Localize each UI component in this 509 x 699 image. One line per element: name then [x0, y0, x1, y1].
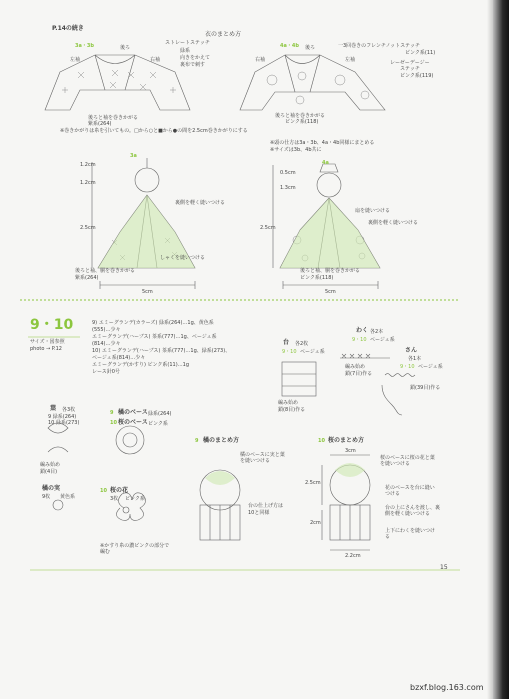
label: 台の仕上げ方は: [248, 503, 284, 509]
label: ピンク系(118): [300, 275, 334, 281]
leaf-color: 10 緑系(273): [48, 420, 80, 426]
label: 右袖: [150, 57, 161, 63]
label: レーゼーデージー: [390, 60, 430, 66]
sakura-base-color: ピンク系: [148, 421, 168, 427]
label: ステッチ: [400, 66, 420, 72]
label: 桜のベースに桜の花と葉を縫いつける: [380, 455, 435, 467]
label: 鎖(39目)作る: [410, 385, 441, 391]
sakura-flower-note: ※かすり糸の濃ピンクの部分で編む: [100, 543, 170, 555]
frame-id: 9・10: [352, 337, 367, 343]
label: 裏側を軽く縫いつける: [175, 200, 226, 206]
label: ピンク系(119): [400, 73, 434, 79]
doll-note-1: ※頭の仕方は3a・3b、4a・4b同様にまとめる: [270, 140, 375, 146]
label: 編み始め: [40, 462, 61, 468]
tachibana-base-chart: [116, 426, 144, 454]
label: 花のベースを台に縫いつける: [385, 485, 435, 497]
label: 後ろと袖を巻きかがる: [275, 113, 326, 119]
tachibana-base-number: 9: [110, 410, 114, 416]
tachibana-base-title: 橘のベース: [118, 409, 148, 416]
material-line: エミーグランデ(ハーブス) 茶系(777)…1g、ベージュ系: [92, 334, 217, 340]
label: 裏側を軽く縫いつける: [368, 220, 419, 226]
kimono-left-id: 3a・3b: [75, 43, 94, 49]
dimension: 2.2cm: [345, 553, 361, 559]
page-number: 15: [440, 564, 448, 571]
label: 一3回巻きのフレンチノットステッチ: [338, 43, 421, 49]
sakura-flower-color: ピンク系: [125, 496, 145, 502]
dimension: 5cm: [142, 289, 153, 295]
san-count: 各1本: [408, 356, 422, 362]
label: 台の上にさんを渡し、裏側を軽く縫いつける: [385, 505, 441, 517]
label: 編み始め: [278, 400, 299, 406]
label: 右袖: [255, 57, 266, 63]
leaf-chart: [48, 423, 68, 452]
leaf-color: 9 緑系(264): [48, 414, 77, 420]
label: 上下にわくを縫いつける: [385, 528, 436, 540]
dimension: 1.2cm: [80, 180, 96, 186]
leaf-count: 各3枚: [62, 407, 76, 413]
photo-link[interactable]: photo → P.12: [30, 346, 62, 352]
label: 扇を縫いつける: [355, 208, 391, 214]
tachibana-assembly-title: 橘のまとめ方: [203, 437, 240, 444]
sakura-base-number: 10: [110, 420, 117, 426]
kimono-right-diagram: [240, 55, 385, 110]
kimono-note: ※巻きかがりは糸を引いてもの。□から○と■から●の間を2.5cm巻きかがりにする: [60, 128, 248, 134]
label: 鎖(4目): [40, 469, 58, 475]
section-number: 9・10: [30, 317, 74, 333]
label: しゃくを縫いつける: [160, 255, 206, 261]
dimension: 2.5cm: [305, 480, 321, 486]
frame-count: 各2本: [370, 329, 384, 335]
label: 鎖(8目)作る: [278, 407, 306, 413]
label: 裏布で刺す: [180, 62, 206, 68]
orange-fruit-chart: [53, 500, 63, 510]
sakura-flower-title: 桜の花: [110, 487, 129, 494]
sakura-assembly-title: 桜のまとめ方: [328, 437, 365, 444]
label: 後ろと袖、胴を巻きかがる: [75, 268, 136, 274]
sakura-flower-number: 10: [100, 488, 107, 494]
dimension: 2.5cm: [260, 225, 276, 231]
doll-right-id: 4a: [322, 160, 329, 166]
dimension: 1.2cm: [80, 162, 96, 168]
san-title: さん: [405, 347, 418, 354]
material-line: 9) エミーグランデ(カラーズ) 緑系(264)…1g、黄色系: [92, 320, 214, 326]
base-count: 各2枚: [295, 341, 309, 347]
leaf-title: 葉: [50, 405, 57, 412]
label: 橘のベースに実と葉を縫いつける: [240, 452, 285, 464]
orange-fruit-count: 9枚: [42, 494, 51, 500]
sakura-assembly-number: 10: [318, 438, 325, 444]
label: 緑系: [180, 48, 191, 54]
san-color: ベージュ系: [418, 364, 443, 370]
label: ストレートステッチ: [165, 40, 210, 46]
base-id: 9・10: [282, 349, 297, 355]
kimono-right-id: 4a・4b: [280, 43, 299, 49]
kimono-assembly-title: 衣のまとめ方: [205, 31, 242, 38]
doll-note-2: ※サイズは3b、4b共に: [270, 147, 322, 153]
dimension: 3cm: [345, 448, 356, 454]
label: 後ろと袖を巻きかがる: [88, 115, 139, 121]
frame-color: ベージュ系: [370, 337, 395, 343]
san-chart: [382, 374, 415, 415]
base-chart: [282, 362, 316, 396]
frame-title: わく: [356, 327, 369, 334]
dimension: 2.5cm: [80, 225, 96, 231]
frame-chart: [340, 354, 390, 358]
label: ピンク系(118): [285, 119, 319, 125]
doll-left-id: 3a: [130, 153, 137, 159]
label: 向きをかえて: [180, 55, 211, 61]
label: 左袖: [70, 57, 81, 63]
label: 編み始め: [345, 364, 366, 370]
tachibana-base-color: 緑系(264): [148, 411, 172, 417]
dimension: 0.5cm: [280, 170, 296, 176]
tachibana-assembly-number: 9: [195, 438, 199, 444]
label: 後ろ: [305, 45, 316, 51]
label: 紫系(264): [75, 275, 99, 281]
size-label: サイズ・図参照: [30, 339, 65, 345]
label: 後ろと袖、胴を巻きかがる: [300, 268, 361, 274]
label: 10と同様: [248, 510, 270, 516]
continuation-label: P.14の続き: [52, 25, 84, 32]
kimono-left-diagram: [45, 55, 190, 110]
watermark: bzxf.blog.163.com: [410, 683, 484, 692]
material-line: ベージュ系(814)…少々: [92, 355, 146, 361]
material-line: (814)…少々: [92, 341, 121, 347]
san-id: 9・10: [400, 364, 415, 370]
sakura-base-title: 桜のベース: [118, 419, 148, 426]
material-line: 10) エミーグランデ(ハーブス) 茶系(777)…1g、緑系(273)、: [92, 348, 231, 354]
label: ピンク系(11): [405, 50, 436, 56]
label: 後ろ: [120, 45, 131, 51]
material-line: レース針0号: [92, 369, 120, 375]
sakura-flower-count: 3枚: [110, 496, 119, 502]
label: 左袖: [345, 57, 356, 63]
base-title: 台: [283, 339, 290, 346]
label: 鎖(7目)作る: [345, 371, 373, 377]
orange-fruit-title: 橘の実: [42, 485, 61, 492]
base-color: ベージュ系: [300, 349, 325, 355]
label: 紫系(264): [88, 121, 112, 127]
orange-fruit-color: 黄色系: [60, 494, 76, 500]
dimension: 5cm: [325, 289, 336, 295]
material-line: エミーグランデ(かすり) ピンク系(11)…1g: [92, 362, 190, 368]
dimension: 1.3cm: [280, 185, 296, 191]
dimension: 2cm: [310, 520, 321, 526]
material-line: (555)…少々: [92, 327, 121, 333]
